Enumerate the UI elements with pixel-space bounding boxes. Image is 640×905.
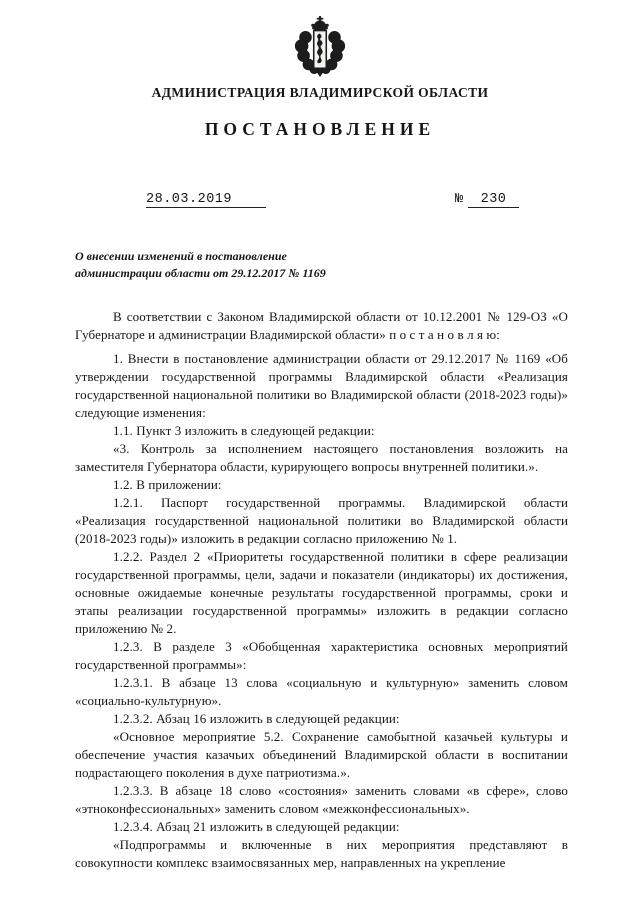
subject-line-2: администрации области от 29.12.2017 № 1169 bbox=[75, 265, 326, 280]
document-number-group bbox=[455, 192, 519, 207]
document-type-title: ПОСТАНОВЛЕНИЕ bbox=[204, 119, 436, 139]
document-body bbox=[75, 308, 568, 872]
body-paragraph: 1.2.3.2. Абзац 16 изложить в следующей редакции: bbox=[113, 711, 400, 726]
document-subject bbox=[75, 248, 415, 281]
body-paragraph: 1.1. Пункт 3 изложить в следующей редакции: bbox=[113, 423, 375, 438]
body-paragraph: 1.2.1. Паспорт государственной программы. Владимирской области «Реализация государственной национальной политики во Владимирской области (2018-2023 годы)» изложить в редакции согласно приложению № 1. bbox=[75, 495, 568, 546]
organization-name: АДМИНИСТРАЦИЯ ВЛАДИМИРСКОЙ ОБЛАСТИ bbox=[151, 85, 489, 100]
date-number-row bbox=[75, 192, 568, 214]
body-paragraph: 1.2.3.1. В абзаце 13 слова «социальную и культурную» заменить словом «социально-культурную». bbox=[75, 675, 568, 708]
coat-of-arms-icon bbox=[291, 16, 349, 78]
body-paragraph: «Подпрограммы и включенные в них мероприятия представляют в совокупности комплекс взаимосвязанных мер, направленных на укрепление bbox=[75, 837, 568, 870]
body-paragraph: «3. Контроль за исполнением настоящего постановления возложить на заместителя Губернатора области, курирующего вопросы внутренней политики.». bbox=[75, 441, 568, 474]
body-paragraph: 1.2. В приложении: bbox=[113, 477, 222, 492]
body-paragraph: В соответствии с Законом Владимирской области от 10.12.2001 № 129-ОЗ «О Губернаторе и администрации Владимирской области» п о с т а н о в л я ю: bbox=[75, 309, 568, 342]
body-paragraph: 1.2.3.3. В абзаце 18 слово «состояния» заменить словами «в сфере», слово «этноконфессиональных» заменить словом «межконфессиональных». bbox=[75, 783, 568, 816]
body-paragraph: 1. Внести в постановление администрации области от 29.12.2017 № 1169 «Об утверждении государственной программы Владимирской области «Реализация государственной национальной политики во Владимирской области (2018-2023 годы)» следующие изменения: bbox=[75, 351, 568, 420]
document-number: 230 bbox=[468, 192, 520, 208]
body-paragraph: 1.2.3. В разделе 3 «Обобщенная характеристика основных мероприятий государственной программы»: bbox=[75, 639, 568, 672]
body-paragraph: 1.2.3.4. Абзац 21 изложить в следующей редакции: bbox=[113, 819, 400, 834]
document-date: 28.03.2019 bbox=[146, 192, 266, 208]
body-paragraph: 1.2.2. Раздел 2 «Приоритеты государственной политики в сфере реализации государственной программы, цели, задачи и показатели (индикаторы) их достижения, основные ожидаемые конечные результаты государственной программы, сроки и этапы реализации государственной программы» изложить в редакции согласно приложению № 2. bbox=[75, 549, 568, 636]
subject-line-1: О внесении изменений в постановление bbox=[75, 249, 287, 263]
body-paragraph: «Основное мероприятие 5.2. Сохранение самобытной казачьей культуры и обеспечение участия казачьих объединений Владимирской области в воспитании подрастающего поколения в духе патриотизма.». bbox=[75, 729, 568, 780]
number-sign: № bbox=[455, 192, 464, 207]
